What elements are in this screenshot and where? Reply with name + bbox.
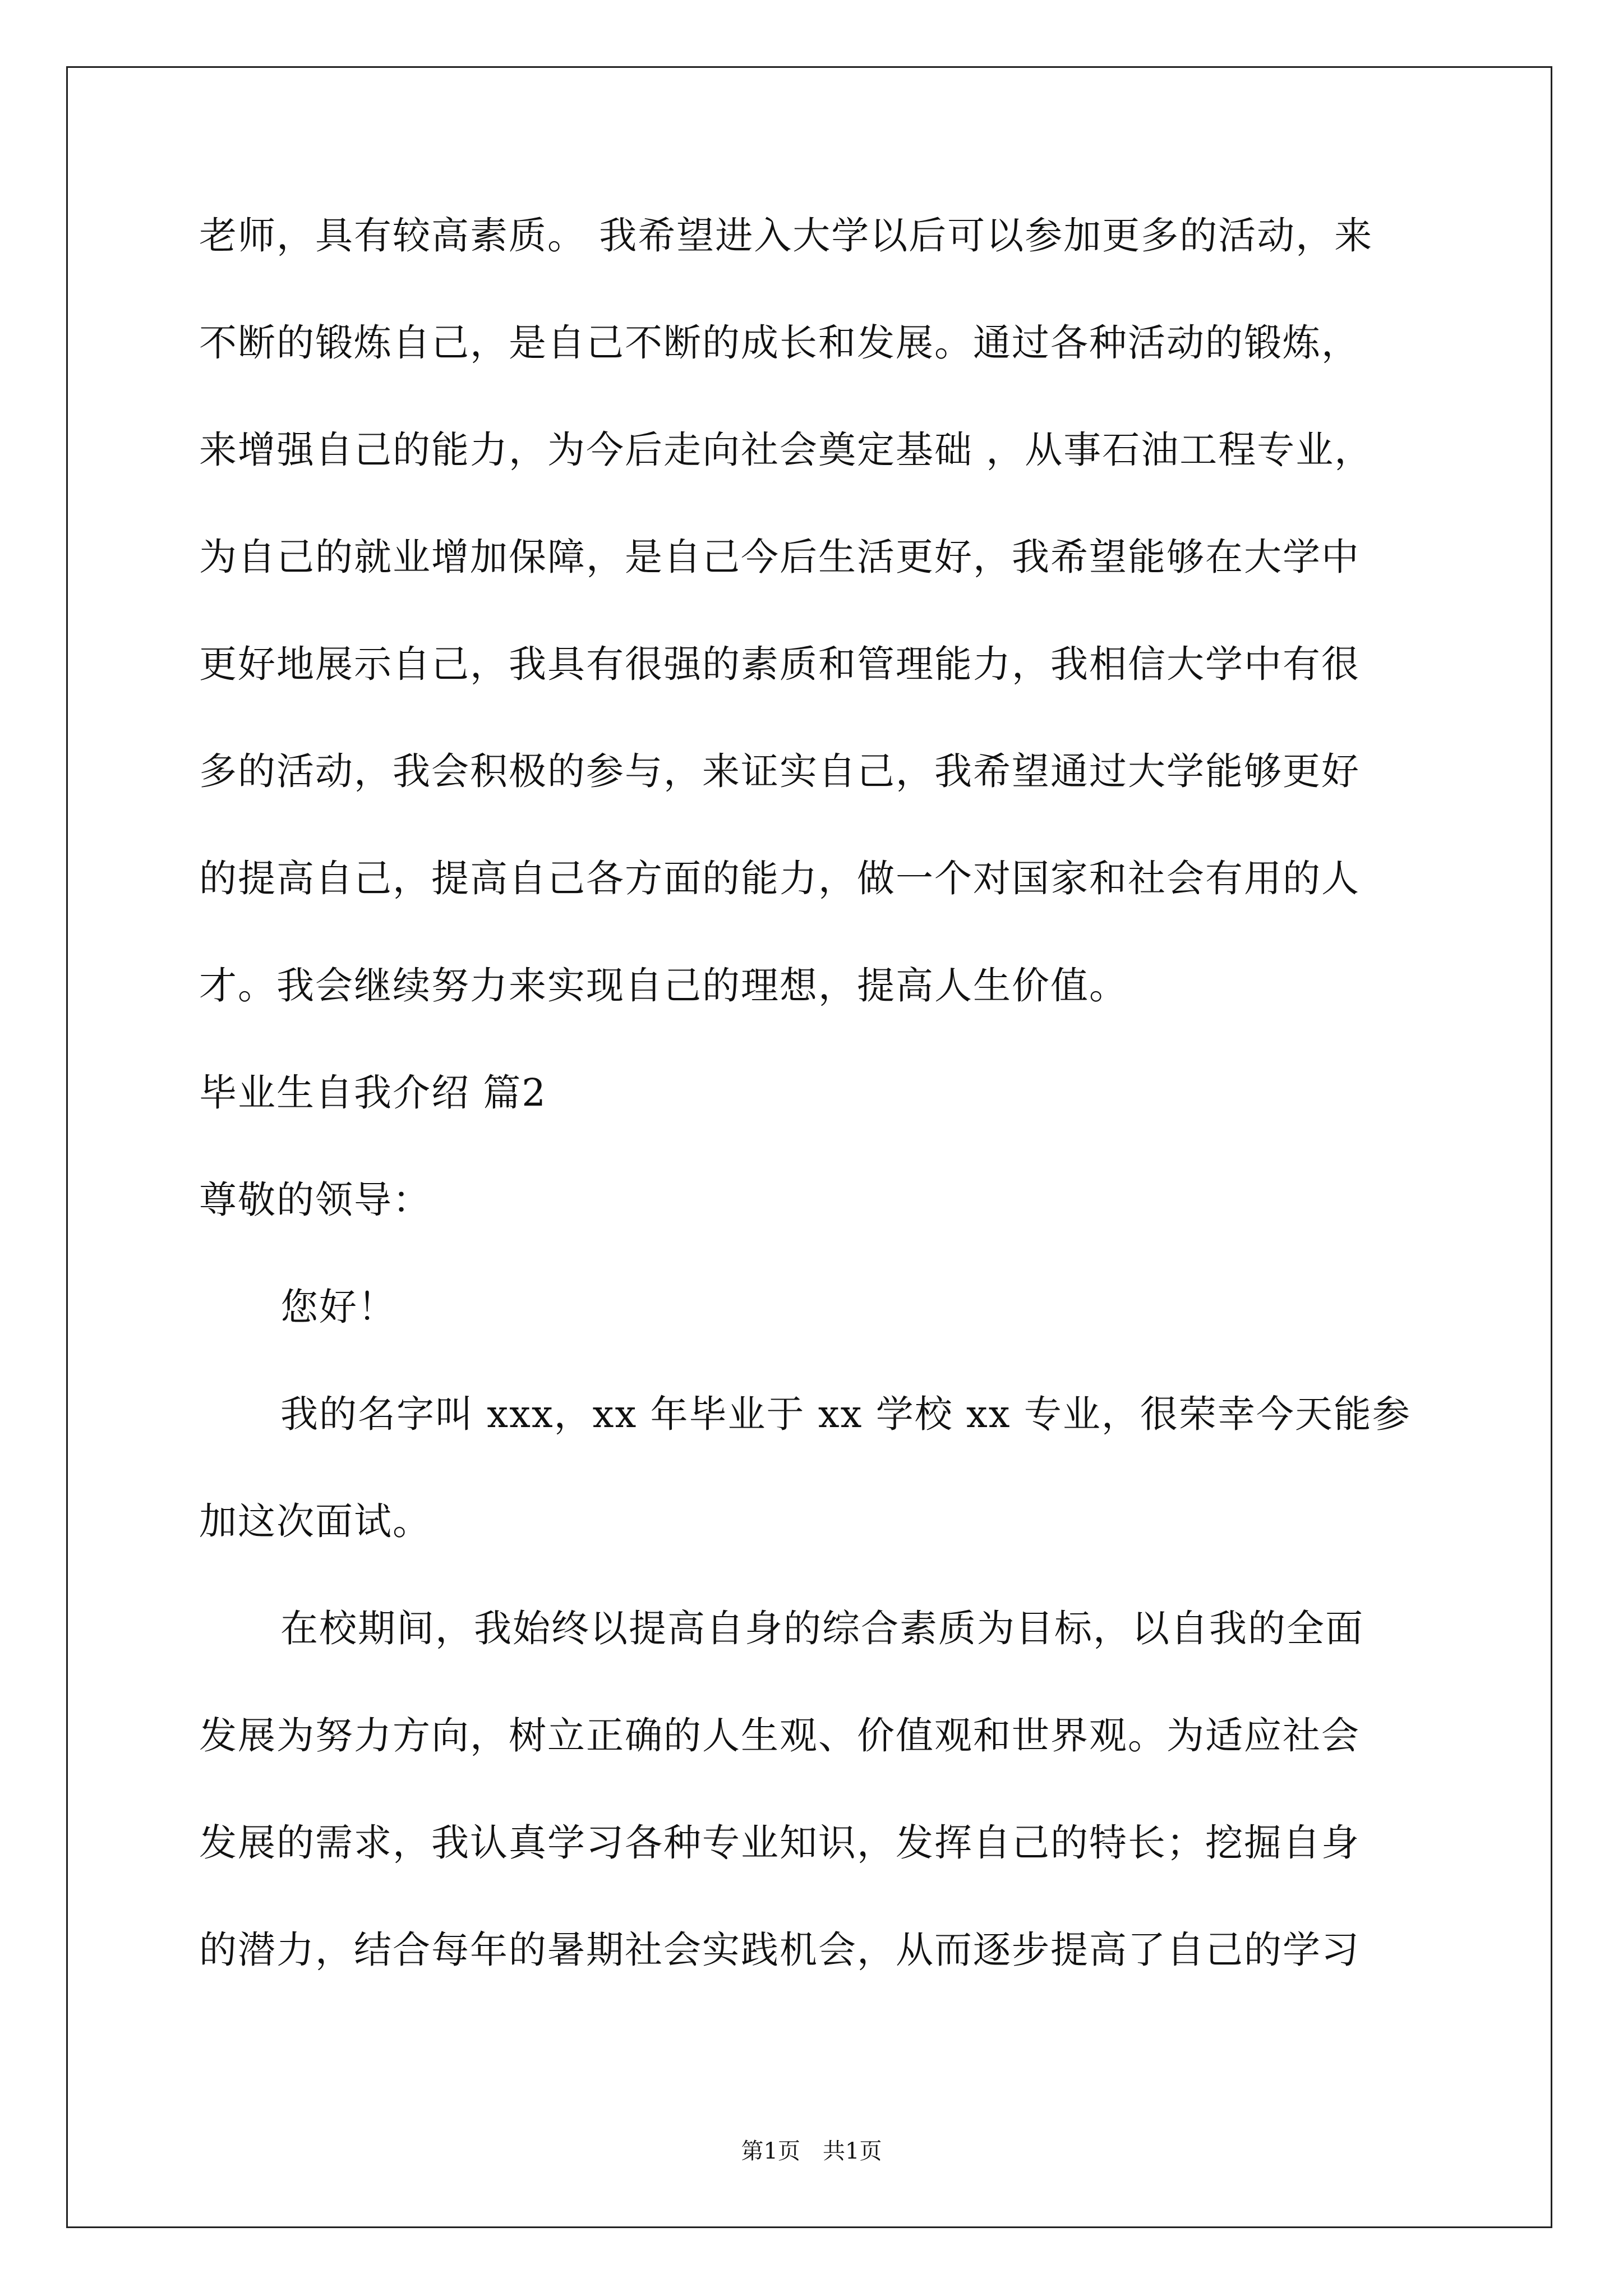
paragraph-line: 不断的锻炼自己，是自己不断的成长和发展。通过各种活动的锻炼， <box>199 321 1360 365</box>
paragraph-line: 才。我会继续努力来实现自己的理想，提高人生价值。 <box>199 964 1128 1007</box>
page-border <box>66 66 1552 2228</box>
section-heading: 毕业生自我介绍 篇2 <box>199 1071 547 1115</box>
paragraph-line: 老师，具有较高素质。 我希望进入大学以后可以参加更多的活动，来 <box>199 214 1373 257</box>
paragraph-line: 发展为努力方向，树立正确的人生观、价值观和世界观。为适应社会 <box>199 1714 1360 1757</box>
paragraph-line: 加这次面试。 <box>199 1499 431 1543</box>
paragraph-line: 来增强自己的能力，为今后走向社会奠定基础 ，从事石油工程专业， <box>199 428 1373 472</box>
paragraph-line: 更好地展示自己，我具有很强的素质和管理能力，我相信大学中有很 <box>199 642 1360 686</box>
salutation: 尊敬的领导： <box>199 1178 431 1222</box>
paragraph-line: 的潜力，结合每年的暑期社会实践机会，从而逐步提高了自己的学习 <box>199 1928 1360 1972</box>
paragraph-line: 的提高自己，提高自己各方面的能力，做一个对国家和社会有用的人 <box>199 857 1360 900</box>
paragraph-line: 在校期间，我始终以提高自身的综合素质为目标，以自我的全面 <box>280 1607 1364 1650</box>
paragraph-line: 我的名字叫 xxx，xx 年毕业于 xx 学校 xx 专业，很荣幸今天能参 <box>280 1392 1411 1436</box>
page-footer: 第1页 共1页 <box>741 2138 882 2164</box>
greeting: 您好！ <box>280 1285 396 1329</box>
paragraph-line: 多的活动，我会积极的参与，来证实自己，我希望通过大学能够更好 <box>199 749 1360 793</box>
paragraph-line: 发展的需求，我认真学习各种专业知识，发挥自己的特长；挖掘自身 <box>199 1821 1360 1865</box>
paragraph-line: 为自己的就业增加保障，是自己今后生活更好，我希望能够在大学中 <box>199 535 1360 579</box>
